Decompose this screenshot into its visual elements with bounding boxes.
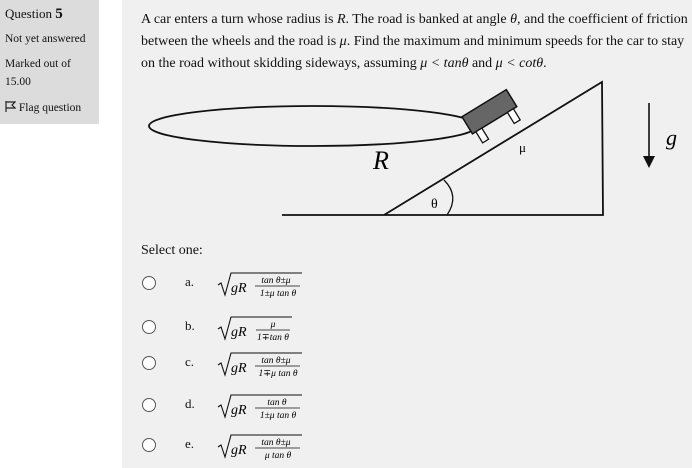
fraction-denominator: μ tan θ [264,451,292,461]
question-number: 5 [55,6,63,22]
label-g: g [666,125,677,150]
fraction-numerator: tan θ±μ [261,276,291,286]
radicand: gR [231,443,247,458]
question-label: Question [5,6,52,21]
radicand: gR [231,325,247,340]
road-outline [282,82,603,215]
turn-circle [149,106,477,146]
radicand: gR [231,281,247,296]
flag-question-label: Flag question [18,102,82,114]
marked-out-of-value: 15.00 [5,76,31,88]
symbol-theta: θ [510,12,517,27]
option-d-radio[interactable] [142,398,156,412]
fraction-numerator: μ [270,320,276,330]
question-content [122,0,692,468]
option-c-radio[interactable] [142,356,156,370]
option-c[interactable] [142,348,442,380]
fraction-numerator: tan θ±μ [261,356,291,366]
fraction-denominator: 1±μ tan θ [259,411,297,421]
option-letter: d. [185,396,195,411]
option-e-radio[interactable] [142,438,156,452]
option-letter: c. [185,354,195,369]
option-e[interactable] [142,430,442,462]
flag-icon [5,101,16,112]
fraction-denominator: 1±μ tan θ [259,289,297,299]
angle-arc [444,180,453,215]
option-d-formula [200,390,370,424]
radicand: gR [231,361,247,376]
option-letter: b. [185,318,195,333]
fraction-denominator: 1∓tan θ [257,333,289,343]
option-b-radio[interactable] [142,320,156,334]
option-b-formula [200,312,370,346]
radicand: gR [231,403,247,418]
question-heading [5,6,63,23]
option-b[interactable] [142,312,442,344]
option-a-radio[interactable] [142,276,156,290]
option-a[interactable] [142,268,442,300]
question-info-panel [0,0,99,124]
option-d[interactable] [142,390,442,422]
select-one-label: Select one: [141,243,203,258]
fraction-numerator: tan θ [267,398,287,408]
label-theta: θ [431,197,438,212]
condition-2: μ < cotθ [495,56,544,71]
condition-1: μ < tanθ [420,56,469,71]
label-mu: μ [519,140,526,155]
gravity-arrow-head [643,156,655,168]
label-R: R [373,146,389,175]
marked-out-of-label: Marked out of [5,58,71,70]
flag-question-button[interactable] [5,101,81,114]
fraction-denominator: 1∓μ tan θ [258,369,298,379]
car [462,90,524,145]
fraction-numerator: tan θ±μ [261,438,291,448]
option-e-formula [200,430,370,464]
answer-status: Not yet answered [5,33,86,45]
symbol-R: R [336,12,346,27]
option-a-formula [200,268,370,302]
symbol-mu: μ [339,34,347,49]
question-text: A car enters a turn whose radius is R. The road is banked at angle θ, and the coefficient of friction between the wheels and the road is μ. Find the maximum and minimum speeds for the car to stay on the road without skidding sideways, assuming μ < tanθ and μ < cotθ. [141,12,688,71]
option-c-formula [200,348,370,382]
banked-turn-diagram [122,0,692,230]
option-letter: e. [185,436,195,451]
option-letter: a. [185,274,195,289]
